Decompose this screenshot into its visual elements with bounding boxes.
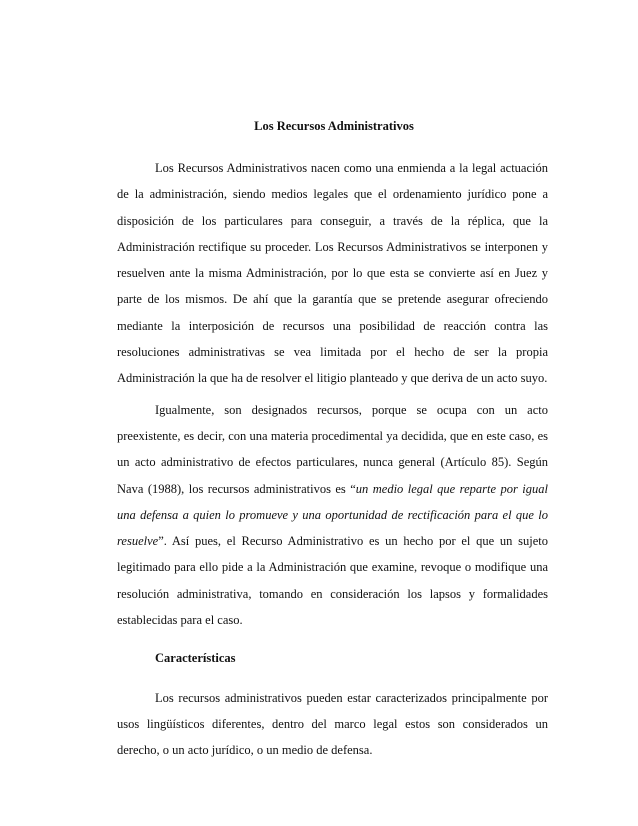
nava-quote: un medio legal que reparte por igual una defensa a quien lo promueve y una oportunidad de rectificación para el que lo resuelve bbox=[117, 481, 548, 549]
section-heading-caracteristicas: Características bbox=[155, 651, 236, 666]
document-body bbox=[117, 155, 548, 764]
paragraph-intro: Los Recursos Administrativos nacen como una enmienda a la legal actuación de la administración, siendo medios legales que el ordenamiento jurídico pone a disposición de los particulares para conseguir, a través de la réplica, que la Administración rectifique su proceder. Los Recursos Administrativos se interponen y resuelven ante la misma Administración, por lo que esta se convierte así en Juez y parte de los mismos. De ahí que la garantía que se pretende asegurar ofreciendo mediante la interposición de recursos una posibilidad de reacción contra las resoluciones administrativas se vea limitada por el hecho de ser la propia Administración la que ha de resolver el litigio planteado y que deriva de un acto suyo. bbox=[117, 161, 548, 386]
paragraph-definition-text-before: Igualmente, son designados recursos, porque se ocupa con un acto preexistente, es decir, con una materia procedimental ya decidida, que en este caso, es un acto administrativo de efectos particulares, nunca general (Artículo 85). Según Nava (1988), los recursos administrativos es “ bbox=[117, 402, 548, 496]
page-title: Los Recursos Administrativos bbox=[254, 119, 414, 133]
paragraph-definition-text-after: ”. Así pues, el Recurso Administrativo es un hecho por el que un sujeto legitimado para ello pide a la Administración que examine, revoque o modifique una resolución administrativa, tomando en consideración los lapsos y formalidades establecidas para el caso. bbox=[117, 534, 548, 628]
paragraph-definition bbox=[117, 397, 548, 634]
paragraph-characteristics: Los recursos administrativos pueden estar caracterizados principalmente por usos lingüísticos diferentes, dentro del marco legal estos son considerados un derecho, o un acto jurídico, o un medio de defensa. bbox=[117, 690, 548, 758]
